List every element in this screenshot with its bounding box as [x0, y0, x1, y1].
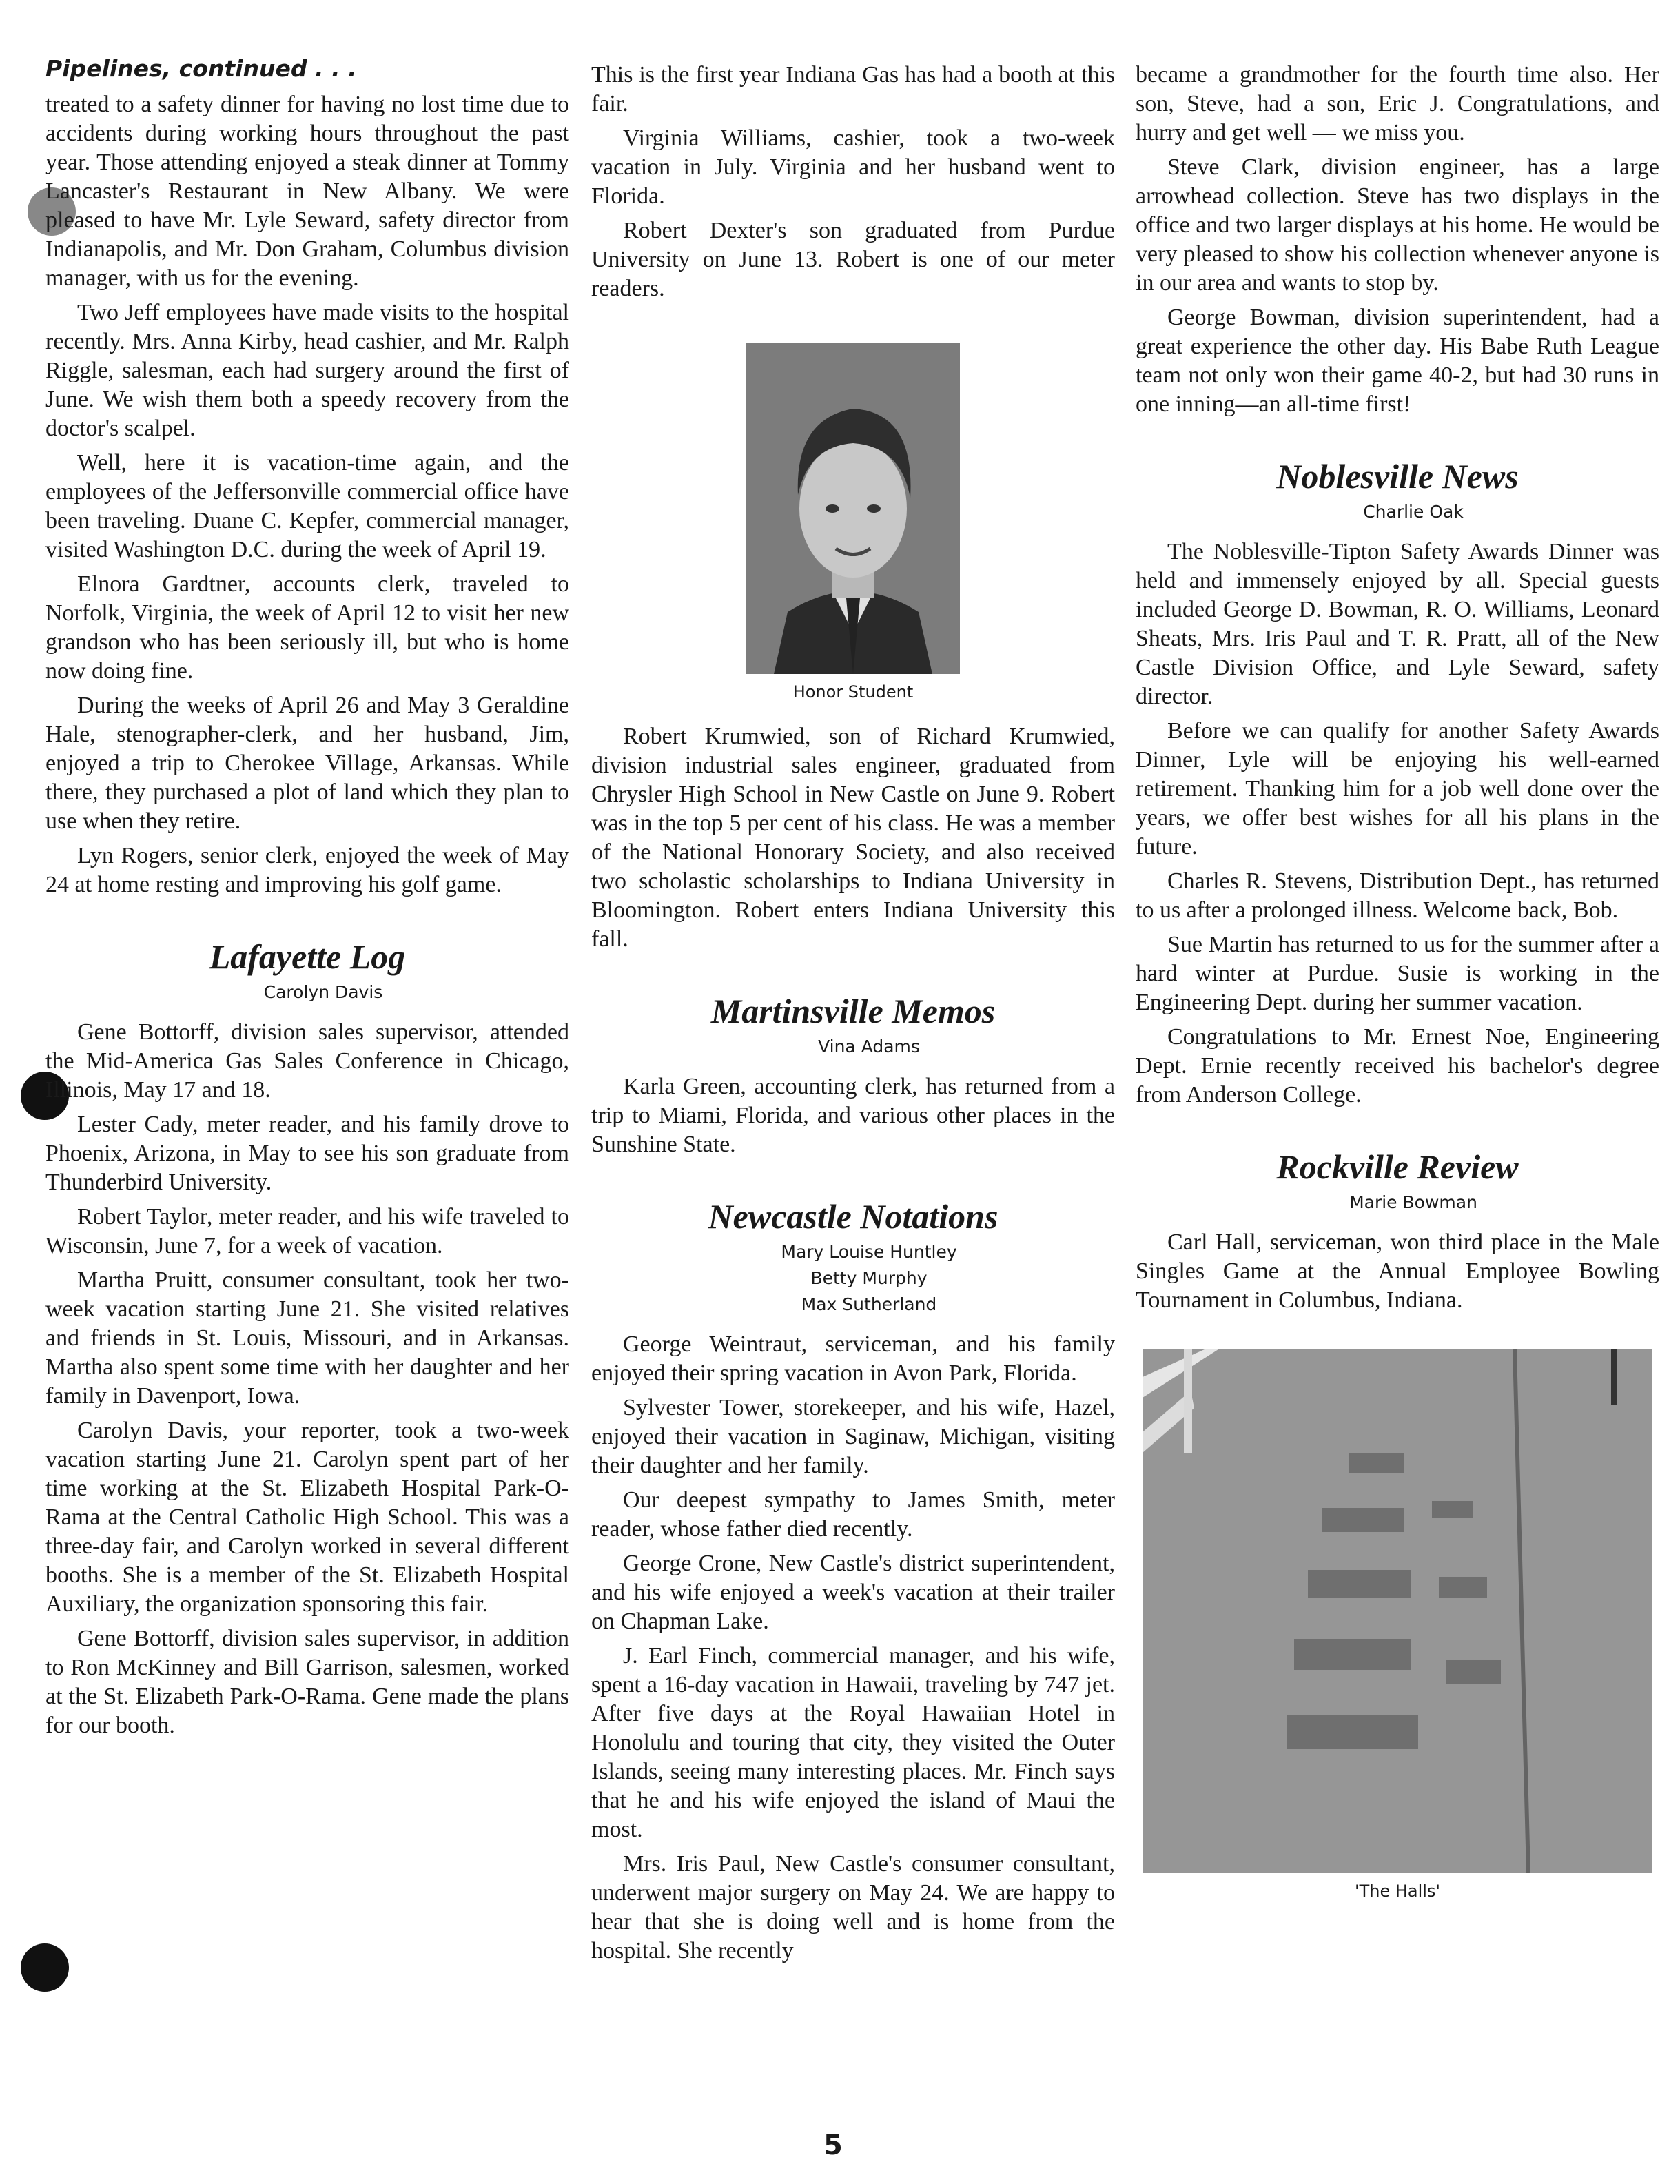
paragraph: Mrs. Iris Paul, New Castle's consumer consultant, underwent major surgery on May 24. We are happy to hear that she is doing well and is home from the hospital. She recently	[591, 1851, 1115, 1963]
paragraph: Robert Krumwied, son of Richard Krumwied, division industrial sales engineer, graduated from Chrysler High School in New Castle on June 9. Robert was in the top 5 per cent of his class. He was a member of the National Honorary Society, and also received two scholastic scholarships to Indiana University in Bloomington. Robert enters Indiana University this fall.	[591, 724, 1115, 952]
paragraph: Martha Pruitt, consumer consultant, took her two-week vacation starting June 21. She visited relatives and friends in St. Louis, Missouri, and in Arkansas. Martha also spent some time with her daughter and her family in Davenport, Iowa.	[45, 1267, 569, 1409]
byline: Marie Bowman	[1349, 1192, 1477, 1212]
byline: Charlie Oak	[1363, 502, 1464, 522]
photo-caption: 'The Halls'	[1354, 1881, 1441, 1901]
photo-caption: Honor Student	[792, 682, 914, 702]
paragraph: Two Jeff employees have made visits to the hospital recently. Mrs. Anna Kirby, head cashier, and Mr. Ralph Riggle, salesman, each had surgery around the first of June. We wish them both a speedy recovery from the doctor's scalpel.	[45, 300, 569, 441]
martinsville-memos-body	[591, 1072, 1115, 1159]
byline: Mary Louise Huntley	[781, 1242, 957, 1262]
section-title-rockville-review: Rockville Review	[1276, 1147, 1519, 1186]
continued-body	[591, 61, 1115, 303]
running-head: Pipelines, continued . . .	[45, 55, 357, 82]
rockville-review-body	[1136, 1228, 1659, 1315]
paragraph: Sue Martin has returned to us for the summer after a hard winter at Purdue. Susie is working in the Engineering Dept. during her summer vacation.	[1136, 932, 1659, 1015]
punch-hole-bottom	[21, 1943, 69, 1992]
pipelines-continued-body	[45, 90, 569, 899]
paragraph: During the weeks of April 26 and May 3 Geraldine Hale, stenographer-clerk, and her husband, Jim, enjoyed a trip to Cherokee Village, Arkansas. While there, they purchased a plot of land which they plan to use when they retire.	[45, 693, 569, 834]
paragraph: This is the first year Indiana Gas has had a booth at this fair.	[591, 62, 1115, 116]
honor-student-photo	[746, 343, 960, 674]
paragraph: Lester Cady, meter reader, and his family drove to Phoenix, Arizona, in May to see his son graduate from Thunderbird University.	[45, 1112, 569, 1195]
section-title-noblesville-news: Noblesville News	[1276, 457, 1519, 496]
paragraph: George Weintraut, serviceman, and his family enjoyed their spring vacation in Avon Park, Florida.	[591, 1331, 1115, 1386]
column-2	[591, 55, 1115, 1971]
paragraph: Robert Taylor, meter reader, and his wife traveled to Wisconsin, June 7, for a week of vacation.	[45, 1204, 569, 1258]
column-3	[1136, 55, 1659, 1921]
paragraph: Robert Dexter's son graduated from Purdue University on June 13. Robert is one of our meter readers.	[591, 218, 1115, 301]
paragraph: became a grandmother for the fourth time also. Her son, Steve, had a son, Eric J. Congratulations, and hurry and get well — we miss you.	[1136, 62, 1659, 145]
paragraph: Steve Clark, division engineer, has a large arrowhead collection. Steve has two displays in the office and two larger displays at his home. He would be very pleased to show his collection whenever anyone is in our area and wants to stop by.	[1136, 154, 1659, 296]
noblesville-news-body	[1136, 538, 1659, 1110]
paragraph: J. Earl Finch, commercial manager, and his wife, spent a 16-day vacation in Hawaii, traveling by 747 jet. After five days at the Royal Hawaiian Hotel in Honolulu and touring that city, they visited the Outer Islands, seeing many interesting places. Mr. Finch says that he and his wife enjoyed the island of Maui the most.	[591, 1643, 1115, 1842]
portrait-image	[746, 343, 960, 674]
byline: Betty Murphy	[810, 1268, 928, 1288]
byline: Max Sutherland	[801, 1294, 937, 1314]
section-title-lafayette-log: Lafayette Log	[209, 937, 406, 976]
continued-body	[1136, 61, 1659, 419]
honor-student-body	[591, 722, 1115, 954]
the-halls-photo	[1143, 1349, 1652, 1873]
paragraph: Lyn Rogers, senior clerk, enjoyed the week of May 24 at home resting and improving his golf game.	[45, 843, 569, 897]
paragraph: Gene Bottorff, division sales supervisor, attended the Mid-America Gas Sales Conference in Chicago, Illinois, May 17 and 18.	[45, 1019, 569, 1103]
byline: Vina Adams	[818, 1037, 920, 1057]
paragraph: treated to a safety dinner for having no lost time due to accidents during working hours throughout the past year. Those attending enjoyed a steak dinner at Tommy Lancaster's Restaurant in New Albany. We were pleased to have Mr. Lyle Seward, safety director from Indianapolis, and Mr. Don Graham, Columbus division manager, with us for the evening.	[45, 92, 569, 291]
byline: Carolyn Davis	[263, 982, 383, 1002]
paragraph: Charles R. Stevens, Distribution Dept., has returned to us after a prolonged illness. Welcome back, Bob.	[1136, 868, 1659, 923]
lafayette-log-body	[45, 1018, 569, 1740]
paragraph: Before we can qualify for another Safety Awards Dinner, Lyle will be enjoying his well-earned retirement. Thanking him for a job well done over the years, we offer best wishes for all his plans in the future.	[1136, 718, 1659, 859]
paragraph: Virginia Williams, cashier, took a two-week vacation in July. Virginia and her husband went to Florida.	[591, 125, 1115, 209]
paragraph: Sylvester Tower, storekeeper, and his wife, Hazel, enjoyed their vacation in Saginaw, Michigan, visiting their daughter and her family.	[591, 1395, 1115, 1478]
page-number: 5	[823, 2130, 843, 2161]
paragraph: George Crone, New Castle's district superintendent, and his wife enjoyed a week's vacation at their trailer on Chapman Lake.	[591, 1551, 1115, 1634]
section-title-newcastle-notations: Newcastle Notations	[708, 1197, 998, 1236]
paragraph: Gene Bottorff, division sales supervisor, in addition to Ron McKinney and Bill Garrison, salesmen, worked at the St. Elizabeth Park-O-Rama. Gene made the plans for our booth.	[45, 1626, 569, 1738]
paragraph: Well, here it is vacation-time again, and the employees of the Jeffersonville commercial office have been traveling. Duane C. Kepfer, commercial manager, visited Washington D.C. during the week of April 19.	[45, 450, 569, 562]
paragraph: Carl Hall, serviceman, won third place in the Male Singles Game at the Annual Employee Bowling Tournament in Columbus, Indiana.	[1136, 1229, 1659, 1313]
column-1	[45, 55, 569, 1746]
paragraph: The Noblesville-Tipton Safety Awards Dinner was held and immensely enjoyed by all. Special guests included George D. Bowman, R. O. Williams, Leonard Sheats, Mrs. Iris Paul and T. R. Pratt, all of the New Castle Division Office, and Lyle Seward, safety director.	[1136, 539, 1659, 709]
lawn-image	[1143, 1349, 1652, 1873]
paragraph: Carolyn Davis, your reporter, took a two-week vacation starting June 21. Carolyn spent part of her time working at the St. Elizabeth Hospital Park-O-Rama at the Central Catholic High School. This was a three-day fair, and Carolyn worked in several different booths. She is a member of the St. Elizabeth Hospital Auxiliary, the organization sponsoring this fair.	[45, 1418, 569, 1617]
paragraph: Elnora Gardtner, accounts clerk, traveled to Norfolk, Virginia, the week of April 12 to visit her new grandson who has been seriously ill, but who is home now doing fine.	[45, 571, 569, 684]
paragraph: Congratulations to Mr. Ernest Noe, Engineering Dept. Ernie recently received his bachelor's degree from Anderson College.	[1136, 1024, 1659, 1108]
paragraph: George Bowman, division superintendent, had a great experience the other day. His Babe Ruth League team not only won their game 40-2, but had 30 runs in one inning—an all-time first!	[1136, 305, 1659, 417]
paragraph: Our deepest sympathy to James Smith, meter reader, whose father died recently.	[591, 1487, 1115, 1542]
section-title-martinsville-memos: Martinsville Memos	[710, 992, 996, 1030]
paragraph: Karla Green, accounting clerk, has returned from a trip to Miami, Florida, and various other places in the Sunshine State.	[591, 1074, 1115, 1157]
newcastle-notations-body	[591, 1330, 1115, 1966]
